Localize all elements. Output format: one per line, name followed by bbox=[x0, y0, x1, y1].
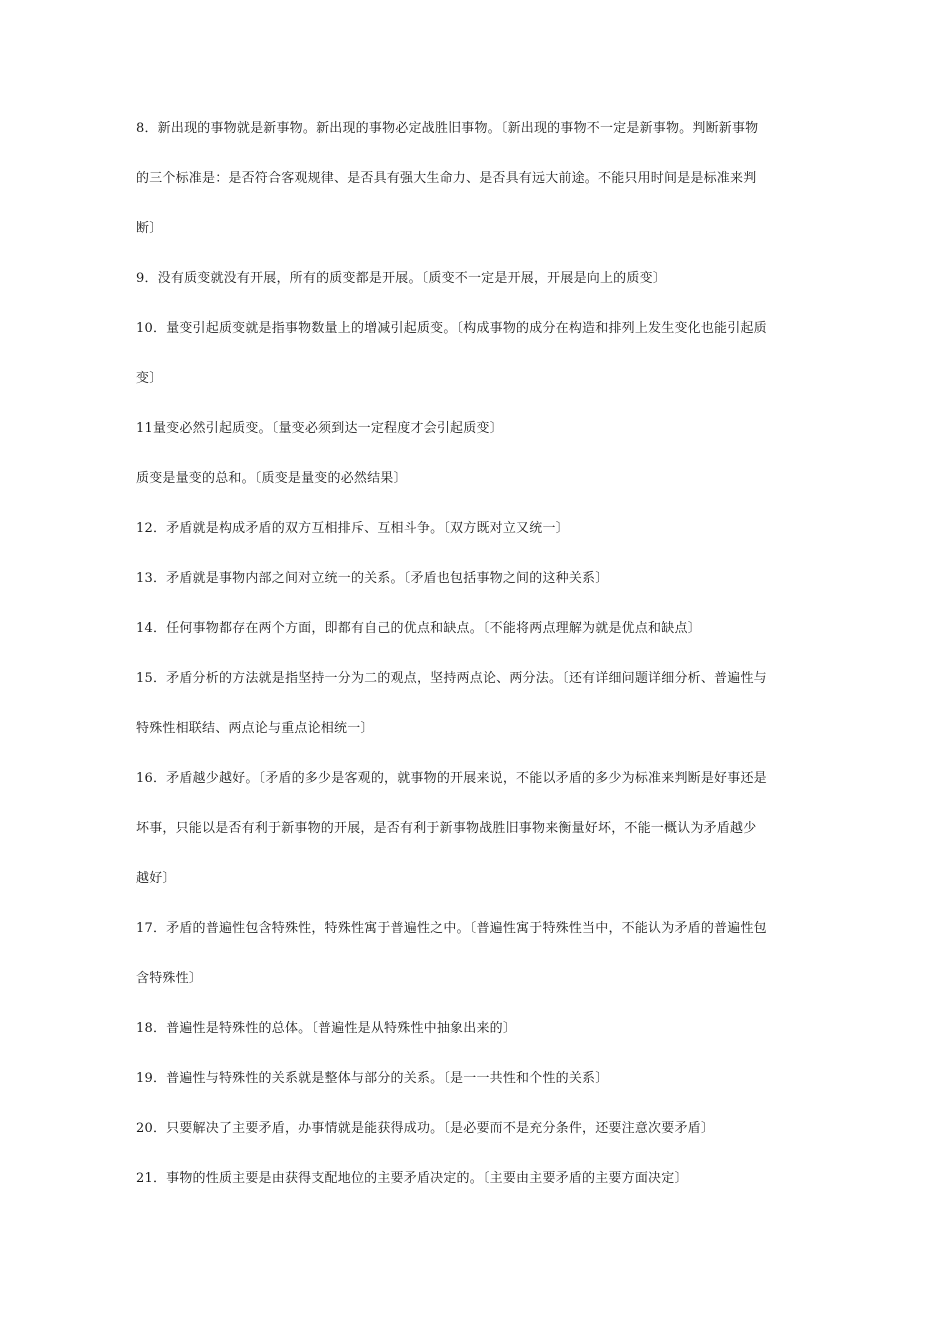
paragraph-item-15 bbox=[136, 666, 816, 741]
paragraph-line: 15．矛盾分析的方法就是指坚持一分为二的观点，坚持两点论、两分法。〔还有详细问题详细分析、普遍性与 bbox=[136, 671, 767, 686]
paragraph-line: 10．量变引起质变就是指事物数量上的增减引起质变。〔构成事物的成分在构造和排列上发生变化也能引起质 bbox=[136, 321, 767, 336]
paragraph-item-12 bbox=[136, 516, 816, 541]
paragraph-item-18 bbox=[136, 1016, 816, 1041]
paragraph-item-9 bbox=[136, 266, 816, 291]
paragraph-line: 13．矛盾就是事物内部之间对立统一的关系。〔矛盾也包括事物之间的这种关系〕 bbox=[136, 571, 609, 586]
paragraph-line: 18．普遍性是特殊性的总体。〔普遍性是从特殊性中抽象出来的〕 bbox=[136, 1021, 517, 1036]
paragraph-line: 21．事物的性质主要是由获得支配地位的主要矛盾决定的。〔主要由主要矛盾的主要方面决定〕 bbox=[136, 1171, 688, 1186]
paragraph-line: 越好〕 bbox=[136, 871, 176, 886]
paragraph-line: 变〕 bbox=[136, 371, 163, 386]
paragraph-line: 14．任何事物都存在两个方面，即都有自己的优点和缺点。〔不能将两点理解为就是优点和缺点〕 bbox=[136, 621, 701, 636]
paragraph-line: 含特殊性〕 bbox=[136, 971, 203, 986]
paragraph-line: 12．矛盾就是构成矛盾的双方互相排斥、互相斗争。〔双方既对立又统一〕 bbox=[136, 521, 569, 536]
paragraph-line: 16．矛盾越少越好。〔矛盾的多少是客观的，就事物的开展来说，不能以矛盾的多少为标准来判断是好事还是 bbox=[136, 771, 767, 786]
paragraph-line: 坏事，只能以是否有利于新事物的开展，是否有利于新事物战胜旧事物来衡量好坏，不能一概认为矛盾越少 bbox=[136, 821, 757, 836]
paragraph-line: 20．只要解决了主要矛盾，办事情就是能获得成功。〔是必要而不是充分条件，还要注意次要矛盾〕 bbox=[136, 1121, 715, 1136]
paragraph-line: 8．新出现的事物就是新事物。新出现的事物必定战胜旧事物。〔新出现的事物不一定是新事物。判断新事物 bbox=[136, 121, 759, 136]
paragraph-line: 17．矛盾的普遍性包含特殊性，特殊性寓于普遍性之中。〔普遍性寓于特殊性当中，不能认为矛盾的普遍性包 bbox=[136, 921, 767, 936]
paragraph-line: 11量变必然引起质变。〔量变必须到达一定程度才会引起质变〕 bbox=[136, 421, 503, 436]
paragraph-item-20 bbox=[136, 1116, 816, 1141]
paragraph-item-13 bbox=[136, 566, 816, 591]
paragraph-item-19 bbox=[136, 1066, 816, 1091]
paragraph-line: 19．普遍性与特殊性的关系就是整体与部分的关系。〔是一一共性和个性的关系〕 bbox=[136, 1071, 609, 1086]
paragraph-line: 质变是量变的总和。〔质变是量变的必然结果〕 bbox=[136, 471, 407, 486]
paragraph-item-11 bbox=[136, 416, 816, 441]
paragraph-line: 9．没有质变就没有开展，所有的质变都是开展。〔质变不一定是开展，开展是向上的质变〕 bbox=[136, 271, 666, 286]
paragraph-item-21 bbox=[136, 1166, 816, 1191]
paragraph-item-17 bbox=[136, 916, 816, 991]
paragraph-item-11b bbox=[136, 466, 816, 491]
paragraph-line: 断〕 bbox=[136, 221, 163, 236]
paragraph-item-10 bbox=[136, 316, 816, 391]
paragraph-line: 特殊性相联结、两点论与重点论相统一〕 bbox=[136, 721, 374, 736]
paragraph-item-14 bbox=[136, 616, 816, 641]
paragraph-item-16 bbox=[136, 766, 816, 891]
document-page bbox=[136, 116, 816, 1216]
paragraph-line: 的三个标准是：是否符合客观规律、是否具有强大生命力、是否具有远大前途。不能只用时间是是标准来判 bbox=[136, 171, 757, 186]
paragraph-item-8 bbox=[136, 116, 816, 241]
